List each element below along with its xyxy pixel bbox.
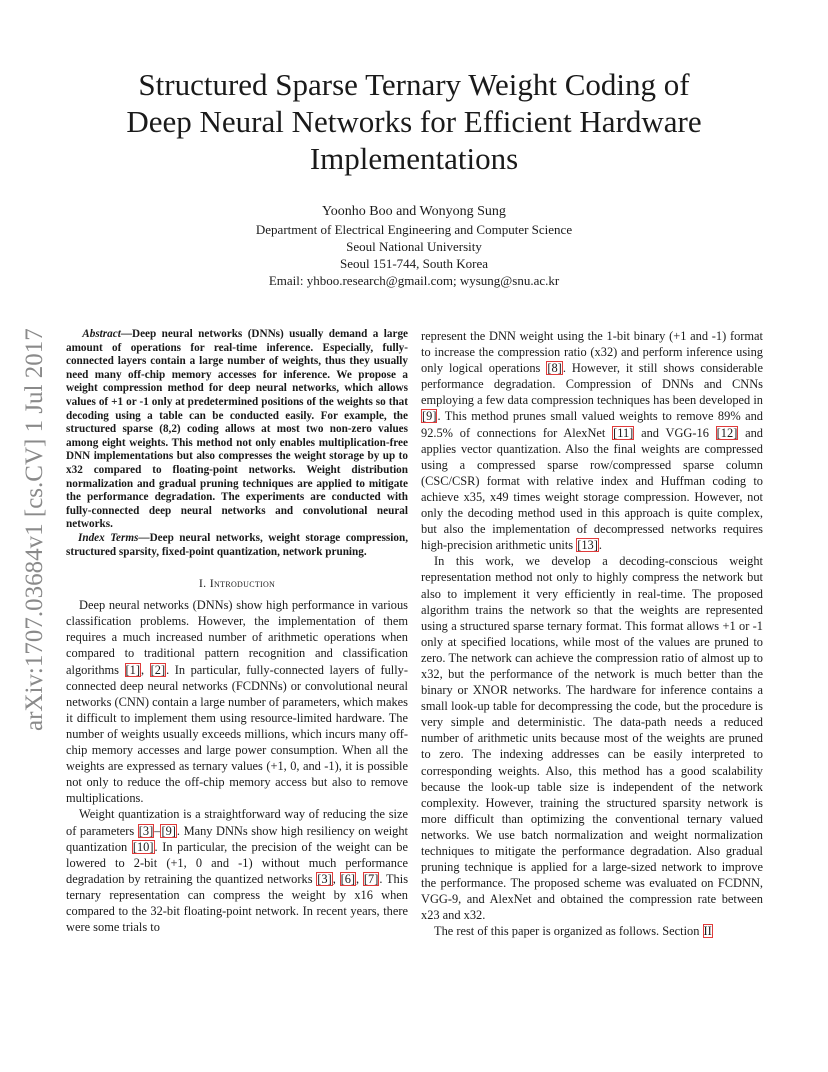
address: Seoul 151-744, South Korea: [339, 256, 489, 271]
citation-link[interactable]: [9]: [161, 823, 176, 838]
title-line: Deep Neural Networks for Efficient Hardware: [126, 104, 702, 139]
citation-link[interactable]: [3]: [138, 823, 154, 838]
citation-link[interactable]: [3]: [317, 871, 332, 886]
citation-link[interactable]: [11]: [613, 425, 634, 440]
citation-link[interactable]: [6]: [340, 871, 356, 886]
author-block: [180, 203, 648, 289]
text-run: ,: [356, 871, 363, 886]
email: Email: yhboo.research@gmail.com; wysung@snu.ac.kr: [268, 273, 560, 288]
section-heading: [66, 575, 408, 591]
right-column: [421, 328, 763, 940]
citation-link[interactable]: [9]: [422, 409, 437, 424]
text-run: represent the DNN weight using the 1-bit binary (+1 and -1) format to increase the compression ratio (x32) and perform inference using only logical operations: [421, 329, 763, 376]
title-line: Structured Sparse Ternary Weight Coding of: [138, 67, 690, 102]
author-names: Yoonho Boo and Wonyong Sung: [322, 204, 506, 219]
citation-link[interactable]: [7]: [363, 871, 379, 886]
citation-link[interactable]: [2]: [150, 662, 166, 677]
paragraph: In this work, we develop a decoding-conscious weight representation method not only to highly compress the network but also to implement it very efficiently in real-time. The proposed algorithm trains the network so that the weights are represented using a structured sparse ternary format. This format allows +1 or -1 only at specified locations, while most of the values are pruned to zero. The network can achieve the compression ratio of almost up to x32, but the performance of the network is much better than the binary or XNOR networks. The hardware for inference contains a small look-up table for decompressing the code, but the procedure is very simple and deterministic. The data-path needs a reduced number of arithmetic units because most of the weights are pruned to zero. The indexing addresses can be easily interpreted to corresponding weights. Also, this method has a good scalability because the look-up table size is independent of the network complexity. However, training the structured sparsity network is more difficult than optimizing the conventional ternary valued networks. We use batch normalization and weight normalization techniques to mitigate the performance degradation. Also gradual pruning technique is applied for a large-sized network to improve the performance. The proposed scheme was evaluated on FCDNN, VGG-9, and AlexNet and obtained the compression rate between x23 and x32.: [421, 554, 763, 923]
paragraph: [421, 328, 763, 553]
citation-link[interactable]: [10]: [132, 839, 154, 854]
text-run: –: [154, 823, 161, 838]
citation-link[interactable]: [8]: [547, 361, 562, 376]
text-run: . This ternary representation can compress the weight by x16 when compared to the 32-bit floating-point network. In recent years, there were some trials to: [66, 871, 409, 935]
citation-link[interactable]: [1]: [125, 662, 140, 677]
citation-link[interactable]: [12]: [716, 425, 738, 440]
abstract: [66, 328, 408, 532]
text-run: .: [598, 538, 602, 553]
text-run: . However, it still shows considerable performance degradation. Compression of DNNs and CNNs employing a few data compression techniques has been developed in: [421, 361, 763, 408]
text-run: ,: [332, 871, 340, 886]
paragraph: [66, 597, 408, 806]
citation-link[interactable]: [13]: [577, 538, 598, 553]
section-title: Introduction: [209, 576, 276, 591]
section-number: I.: [198, 576, 207, 591]
university: Seoul National University: [346, 239, 482, 254]
index-terms-text: —Deep neural networks, weight storage compression, structured sparsity, fixed-point quantization, network pruning.: [66, 531, 408, 558]
text-run: . Many DNNs show high resiliency on weight quantization: [66, 823, 408, 854]
text-run: and applies vector quantization. Also the final weights are compressed using a compressed sparse row/compressed sparse column (CSC/CSR) format with relative index and Huffman coding to achieve x35, x49 times weight storage compression. However, not only the decoding method used in this approach is quite complex, but also the implementation of decompressed networks requires high-precision arithmetic units: [421, 425, 763, 553]
paper-title: [90, 66, 738, 177]
paragraph: [421, 923, 763, 939]
text-run: The rest of this paper is organized as follows. Section: [434, 924, 703, 939]
text-run: . In particular, fully-connected layers of fully-connected deep neural networks (FCDNNs) or convolutional neural networks (CNN) contain a large number of parameters, which makes it difficult to implement them using resource-limited hardware. The number of weights usually exceeds millions, which incurs many off-chip memory accesses and large power consumption. When all the weights are expressed as ternary values (+1, 0, and -1), it is possible not only to reduce the off-chip memory access but also to remove multiplications.: [66, 662, 408, 806]
text-run: Weight quantization is a straightforward way of reducing the size of parameters: [66, 807, 408, 838]
text-run: and VGG-16: [634, 425, 716, 440]
department: Department of Electrical Engineering and Computer Science: [255, 222, 573, 237]
index-terms: [66, 532, 408, 559]
abstract-label: Abstract: [82, 328, 121, 340]
text-run: ,: [141, 662, 150, 677]
abstract-text: —Deep neural networks (DNNs) usually demand a large amount of operations for real-time inference. Especially, fully-connected layers contain a large number of weights, thus they usually need many off-chip memory accesses for inference. We propose a weight compression method for deep neural networks, which allows values of +1 or -1 only at predetermined positions of the weights so that decoding using a table can be conducted easily. For example, the structured sparse (8,2) coding allows at most two non-zero values among eight weights. This method not only enables multiplication-free DNN implementations but also compresses the weight storage by up to x32 compared to floating-point networks. Weight distribution normalization and gradual pruning techniques are applied to mitigate the performance degradation. The experiments are conducted with fully-connected deep neural networks and convolutional neural networks.: [66, 328, 408, 531]
paragraph: [66, 806, 408, 935]
text-run: . This method prunes small valued weights to remove 89% and 92.5% of connections for AlexNet: [421, 409, 763, 440]
section-link[interactable]: II: [703, 924, 712, 939]
left-column: [66, 328, 408, 935]
arxiv-stamp: arXiv:1707.03684v1 [cs.CV] 1 Jul 2017: [21, 328, 48, 732]
text-run: . In particular, the precision of the weight can be lowered to 2-bit (+1, 0 and -1) without much performance degradation by retraining the quantized networks: [66, 839, 408, 886]
title-line: Implementations: [309, 141, 519, 176]
index-terms-label: Index Terms: [78, 531, 139, 544]
text-run: Deep neural networks (DNNs) show high performance in various classification problems. However, the implementation of them requires a much increased number of arithmetic operations when compared to traditional pattern recognition and classification algorithms: [66, 598, 408, 677]
